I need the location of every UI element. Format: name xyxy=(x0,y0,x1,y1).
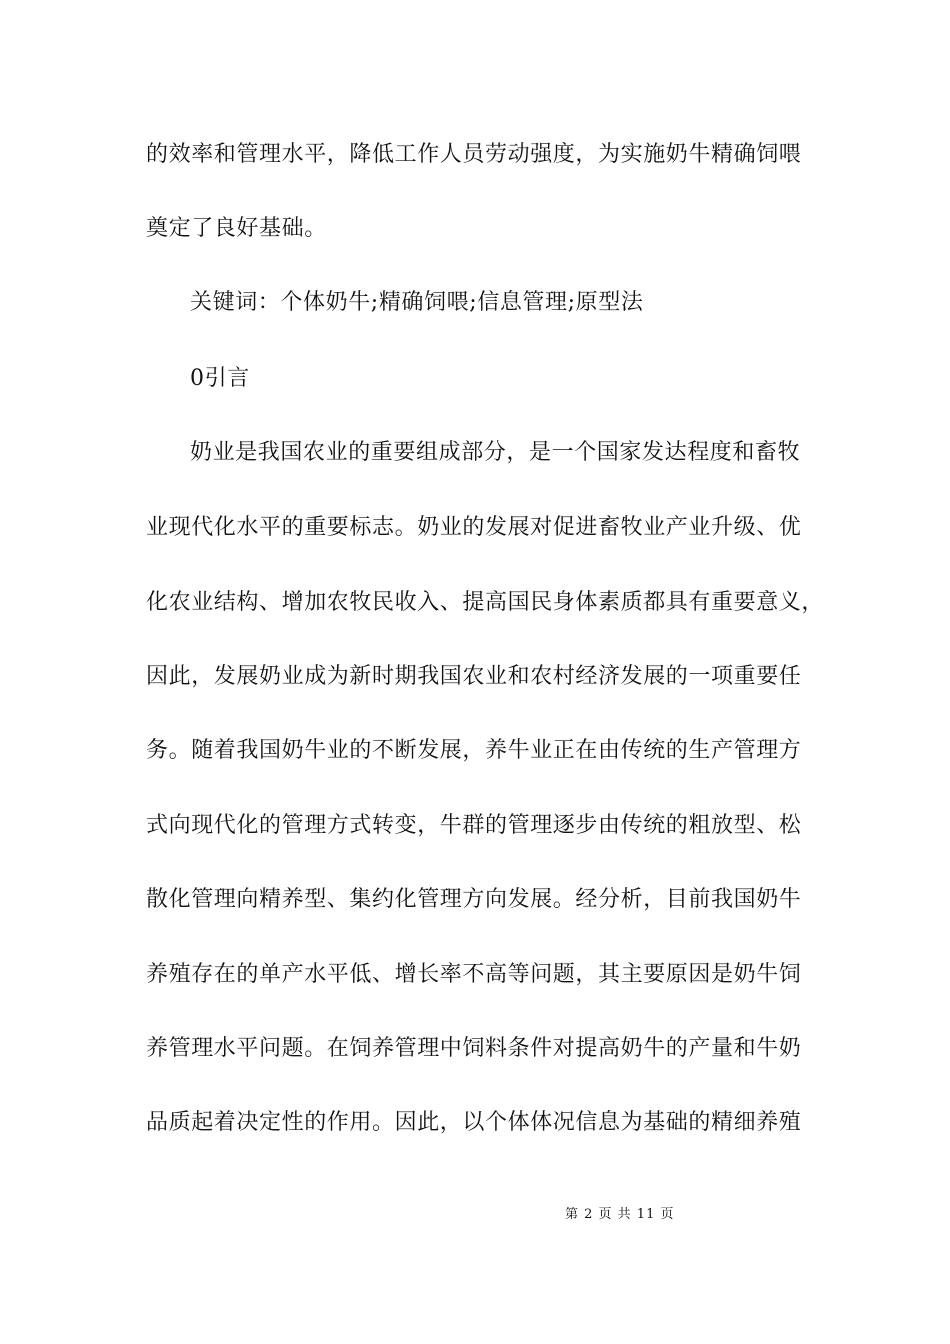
page-number: 第 2 页 共 11 页 xyxy=(565,1207,675,1222)
text-line: 散化管理向精养型、集约化管理方向发展。经分析，目前我国奶牛 xyxy=(146,887,802,912)
text-line: 化农业结构、增加农牧民收入、提高国民身体素质都具有重要意义， xyxy=(146,590,825,615)
keywords-line: 关键词：个体奶牛;精确饲喂;信息管理;原型法 xyxy=(190,290,644,315)
text-line: 养管理水平问题。在饲养管理中饲料条件对提高奶牛的产量和牛奶 xyxy=(146,1036,802,1061)
text-line: 养殖存在的单产水平低、增长率不高等问题，其主要原因是奶牛饲 xyxy=(146,962,802,987)
text-line: 式向现代化的管理方式转变，牛群的管理逐步由传统的粗放型、松 xyxy=(146,813,802,838)
text-line: 奠定了良好基础。 xyxy=(146,216,327,241)
section-heading: 0引言 xyxy=(190,366,250,391)
text-line: 的效率和管理水平，降低工作人员劳动强度，为实施奶牛精确饲喂 xyxy=(146,142,802,167)
text-line: 奶业是我国农业的重要组成部分，是一个国家发达程度和畜牧 xyxy=(190,440,801,465)
text-line: 品质起着决定性的作用。因此，以个体体况信息为基础的精细养殖 xyxy=(146,1110,802,1135)
text-line: 因此，发展奶业成为新时期我国农业和农村经济发展的一项重要任 xyxy=(146,664,802,689)
text-line: 业现代化水平的重要标志。奶业的发展对促进畜牧业产业升级、优 xyxy=(146,515,802,540)
text-line: 务。随着我国奶牛业的不断发展，养牛业正在由传统的生产管理方 xyxy=(146,738,802,763)
